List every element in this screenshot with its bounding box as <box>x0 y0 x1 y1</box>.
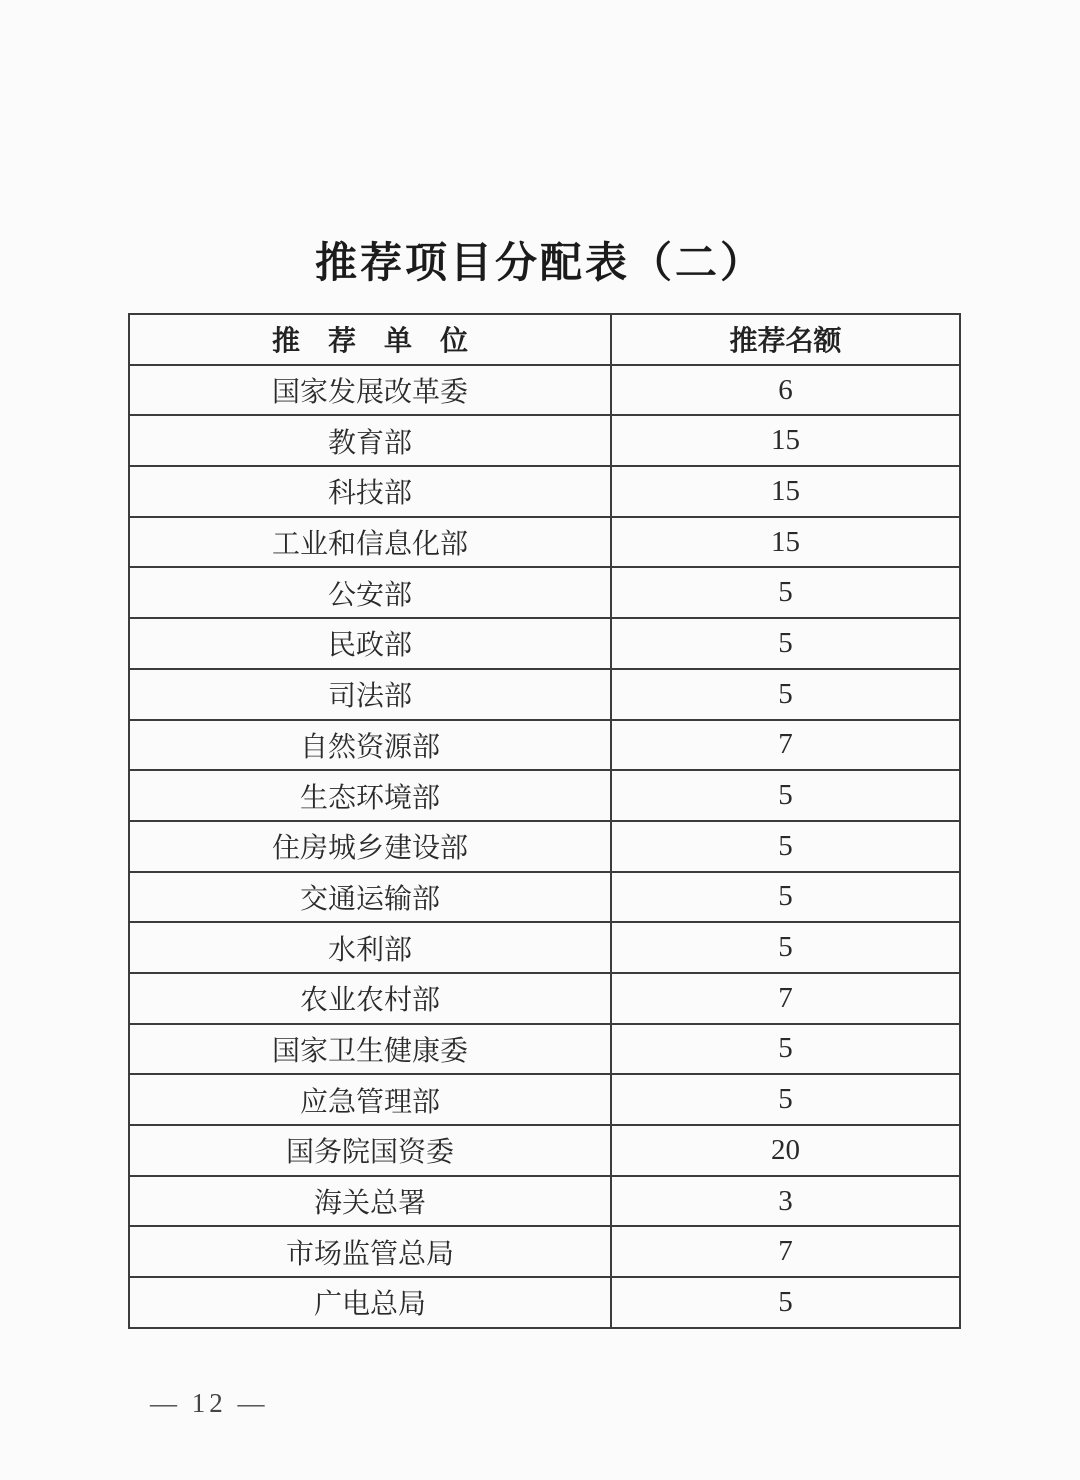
unit-cell: 国家卫生健康委 <box>129 1024 611 1075</box>
unit-cell: 应急管理部 <box>129 1074 611 1125</box>
table-row <box>129 466 960 517</box>
unit-cell: 市场监管总局 <box>129 1226 611 1277</box>
quota-cell: 6 <box>611 365 960 416</box>
table-header-row <box>129 314 960 365</box>
quota-cell: 15 <box>611 415 960 466</box>
unit-cell: 广电总局 <box>129 1277 611 1328</box>
quota-cell: 5 <box>611 669 960 720</box>
unit-cell: 自然资源部 <box>129 720 611 771</box>
unit-cell: 交通运输部 <box>129 872 611 923</box>
table-row <box>129 1277 960 1328</box>
quota-column-header: 推荐名额 <box>611 314 960 365</box>
quota-cell: 5 <box>611 1024 960 1075</box>
unit-cell: 科技部 <box>129 466 611 517</box>
table-row <box>129 1125 960 1176</box>
quota-cell: 5 <box>611 1277 960 1328</box>
table-header <box>129 314 960 365</box>
quota-cell: 5 <box>611 770 960 821</box>
unit-cell: 国家发展改革委 <box>129 365 611 416</box>
quota-cell: 5 <box>611 872 960 923</box>
table-row <box>129 720 960 771</box>
quota-cell: 15 <box>611 517 960 568</box>
unit-cell: 农业农村部 <box>129 973 611 1024</box>
table-row <box>129 1074 960 1125</box>
table-row <box>129 821 960 872</box>
quota-cell: 7 <box>611 973 960 1024</box>
quota-cell: 20 <box>611 1125 960 1176</box>
unit-cell: 工业和信息化部 <box>129 517 611 568</box>
allocation-table-grid <box>128 313 961 1329</box>
table-row <box>129 872 960 923</box>
quota-cell: 5 <box>611 567 960 618</box>
table-body <box>129 365 960 1328</box>
quota-cell: 3 <box>611 1176 960 1227</box>
quota-cell: 15 <box>611 466 960 517</box>
quota-cell: 5 <box>611 618 960 669</box>
table-row <box>129 1024 960 1075</box>
table-row <box>129 415 960 466</box>
page-title: 推荐项目分配表（二） <box>314 241 765 287</box>
table-row <box>129 618 960 669</box>
table-row <box>129 365 960 416</box>
table-row <box>129 567 960 618</box>
page-number: — 12 — <box>150 1388 269 1418</box>
unit-cell: 公安部 <box>129 567 611 618</box>
quota-cell: 5 <box>611 1074 960 1125</box>
unit-cell: 生态环境部 <box>129 770 611 821</box>
unit-cell: 民政部 <box>129 618 611 669</box>
quota-cell: 5 <box>611 821 960 872</box>
unit-cell: 住房城乡建设部 <box>129 821 611 872</box>
table-row <box>129 517 960 568</box>
table-row <box>129 770 960 821</box>
unit-column-header: 推 荐 单 位 <box>129 314 611 365</box>
allocation-table <box>128 313 961 1329</box>
table-row <box>129 1226 960 1277</box>
quota-cell: 5 <box>611 922 960 973</box>
unit-cell: 国务院国资委 <box>129 1125 611 1176</box>
unit-cell: 水利部 <box>129 922 611 973</box>
quota-cell: 7 <box>611 1226 960 1277</box>
table-row <box>129 973 960 1024</box>
unit-cell: 教育部 <box>129 415 611 466</box>
table-row <box>129 1176 960 1227</box>
quota-cell: 7 <box>611 720 960 771</box>
unit-cell: 司法部 <box>129 669 611 720</box>
unit-cell: 海关总署 <box>129 1176 611 1227</box>
table-row <box>129 922 960 973</box>
table-row <box>129 669 960 720</box>
